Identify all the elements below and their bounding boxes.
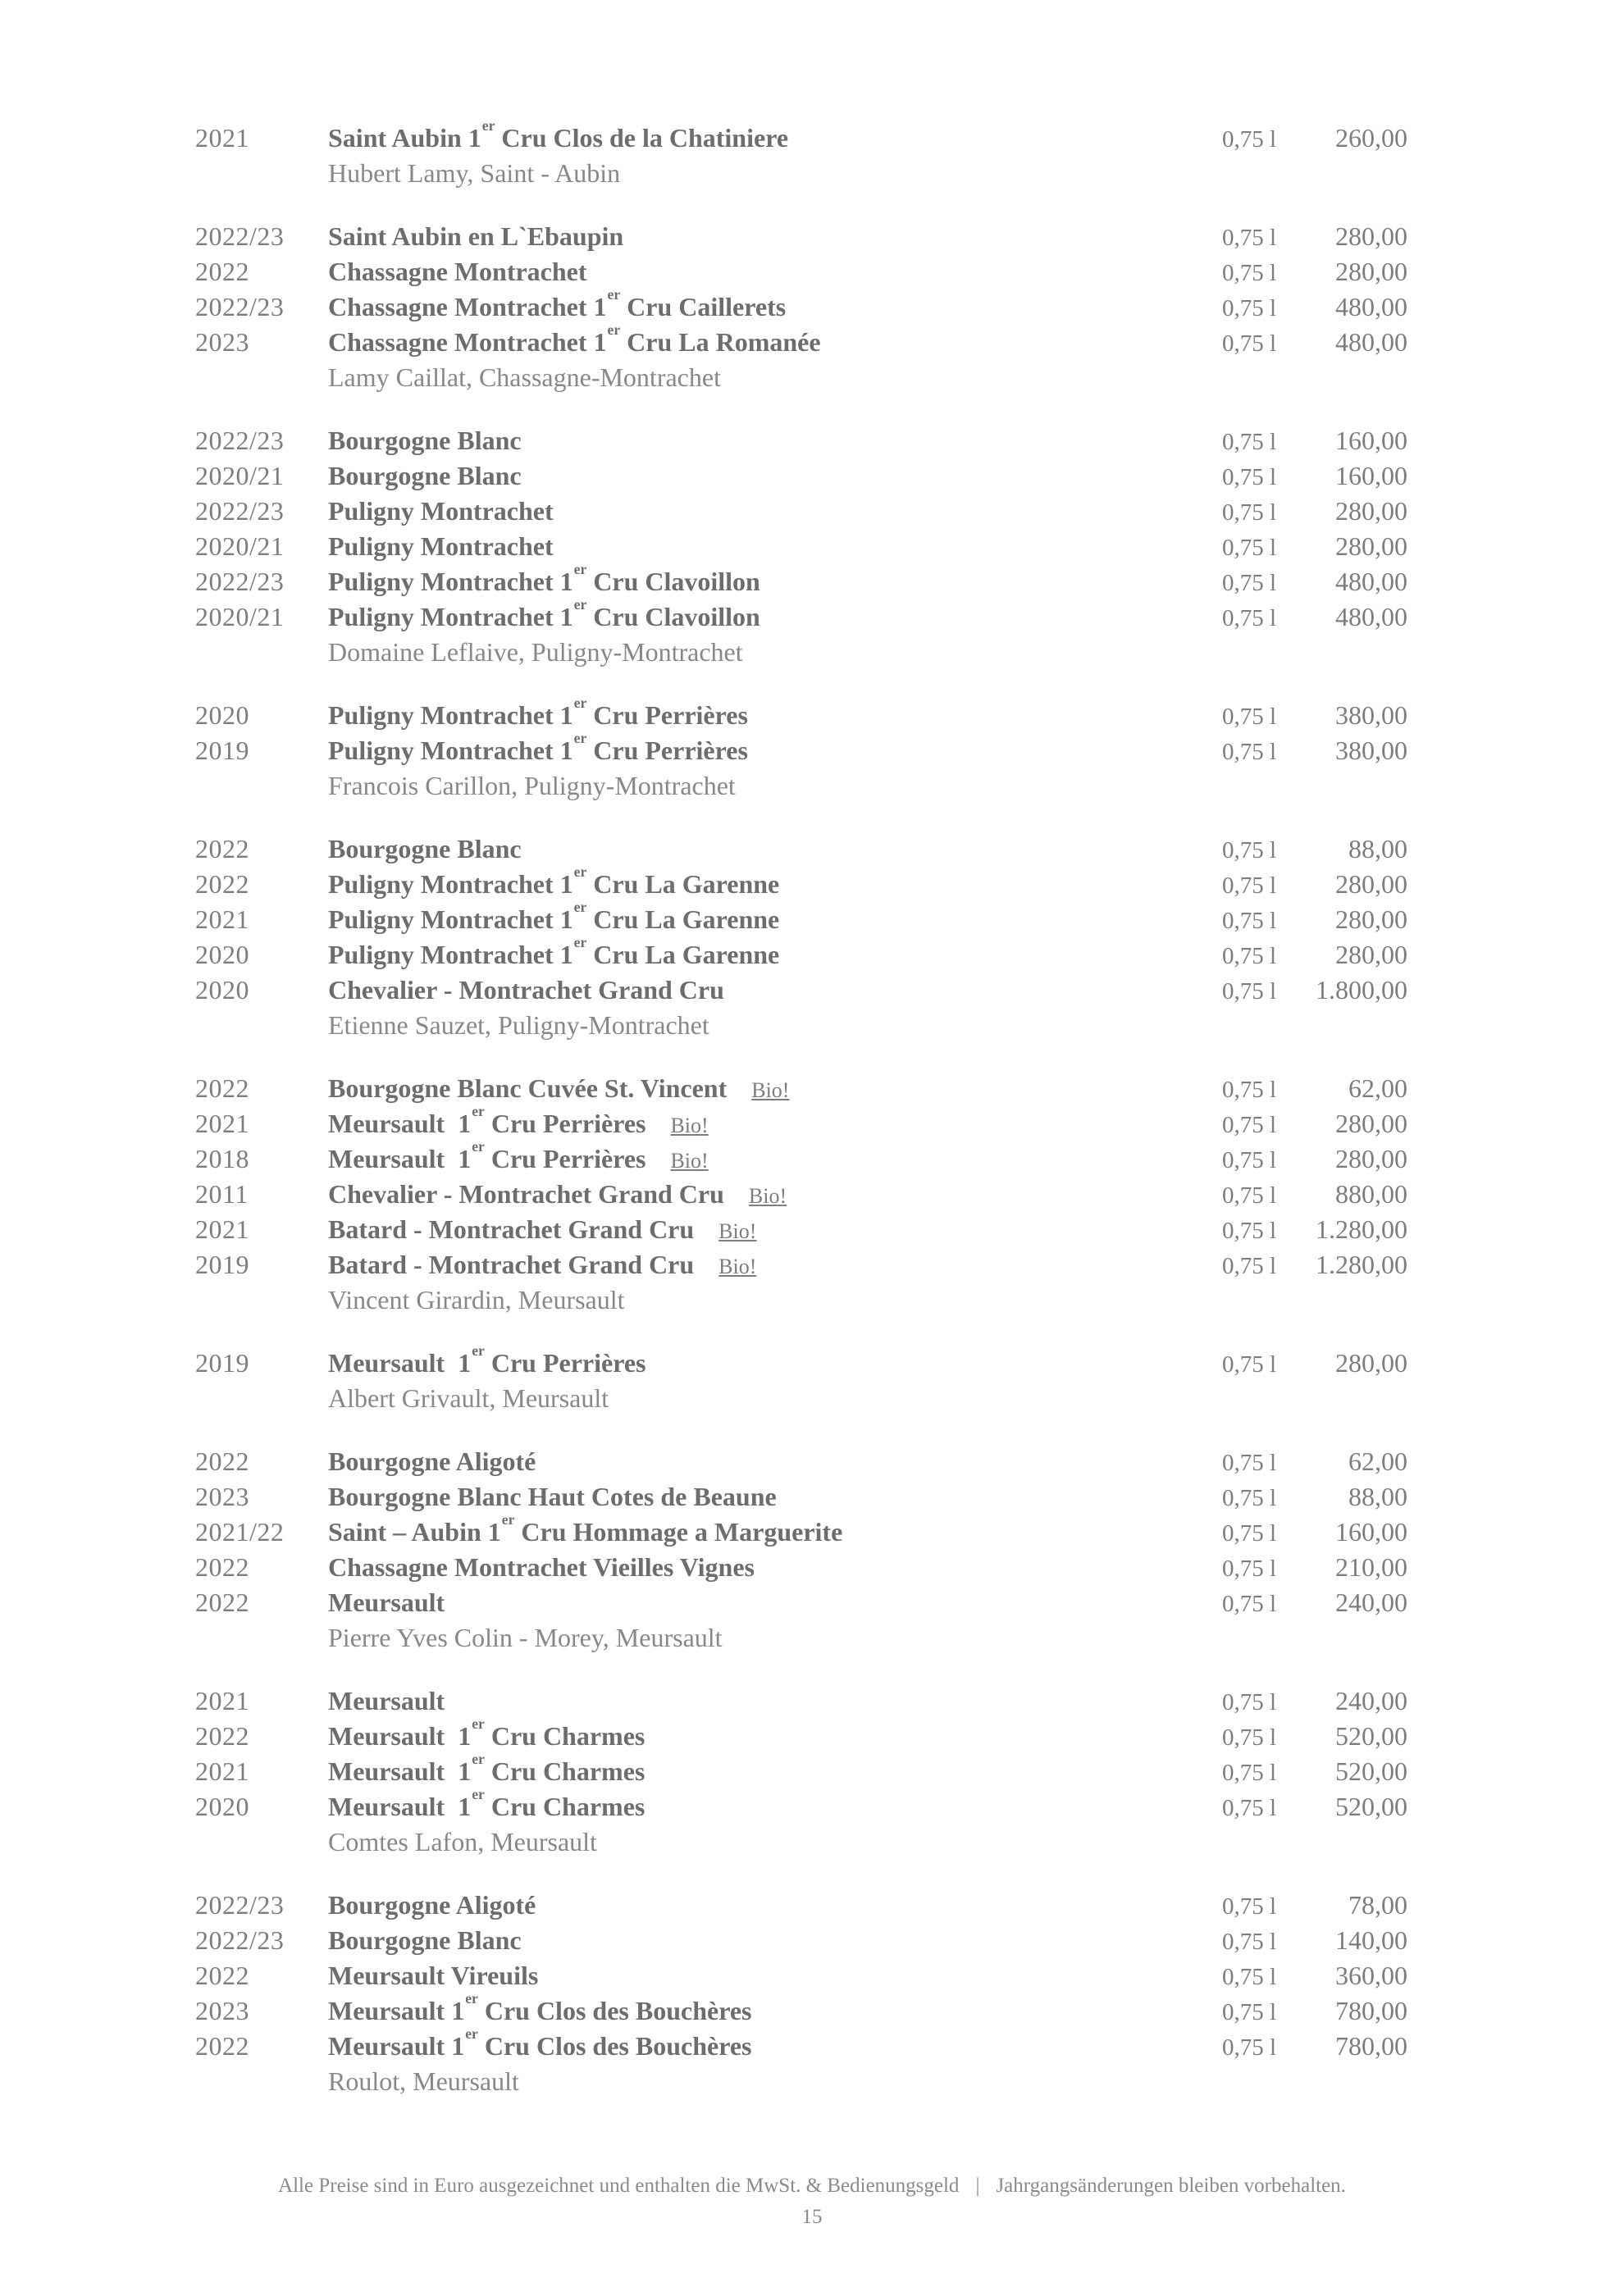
wine-name xyxy=(328,602,1222,632)
price: 380,00 xyxy=(1335,700,1407,730)
producer-section xyxy=(195,1890,1407,2102)
wine-name-text: Meursault 1er Cru Clos des Bouchères xyxy=(328,1996,752,2025)
price: 280,00 xyxy=(1335,221,1407,251)
bottle-volume: 0,75 l xyxy=(1222,1964,1277,1990)
vintage: 2020 xyxy=(195,1792,249,1821)
price: 62,00 xyxy=(1348,1446,1407,1476)
producer-section xyxy=(195,834,1407,1046)
wine-name-text: Puligny Montrachet 1er Cru Perrières xyxy=(328,700,748,730)
wine-name-text: Puligny Montrachet 1er Cru Clavoillon xyxy=(328,602,760,631)
bottle-volume: 0,75 l xyxy=(1222,1520,1277,1547)
vintage: 2019 xyxy=(195,1250,249,1279)
footer-separator: | xyxy=(975,2175,980,2197)
wine-name xyxy=(328,1961,1222,1991)
wine-rows xyxy=(195,1446,1407,1623)
bottle-volume: 0,75 l xyxy=(1222,1929,1277,1955)
wine-name-text: Puligny Montrachet xyxy=(328,531,554,561)
wine-name xyxy=(328,736,1222,766)
wine-row xyxy=(195,1517,1407,1552)
bio-label: Bio! xyxy=(748,1184,787,1208)
price: 140,00 xyxy=(1335,1925,1407,1955)
footer-prices-note: Alle Preise sind in Euro ausgezeichnet und enthalten die MwSt. & Bedienungsgeld xyxy=(278,2175,960,2197)
wine-name xyxy=(328,1756,1222,1787)
wine-name xyxy=(328,975,1222,1005)
price: 280,00 xyxy=(1335,531,1407,561)
wine-name-text: Meursault 1er Cru Perrières xyxy=(328,1144,646,1173)
bottle-volume: 0,75 l xyxy=(1222,1450,1277,1476)
producer-section xyxy=(195,1348,1407,1419)
wine-name xyxy=(328,426,1222,456)
wine-name-text: Puligny Montrachet 1er Cru La Garenne xyxy=(328,940,780,969)
producer-section xyxy=(195,1446,1407,1658)
price: 280,00 xyxy=(1335,869,1407,899)
bottle-volume: 0,75 l xyxy=(1222,570,1277,596)
wine-name xyxy=(328,1996,1222,2026)
bottle-volume: 0,75 l xyxy=(1222,872,1277,899)
bio-label: Bio! xyxy=(670,1114,709,1137)
wine-name-text: Chassagne Montrachet 1er Cru La Romanée xyxy=(328,327,821,357)
producer-line: Francois Carillon, Puligny-Montrachet xyxy=(328,771,736,800)
price: 160,00 xyxy=(1335,1517,1407,1547)
wine-name-text: Puligny Montrachet 1er Cru Clavoillon xyxy=(328,567,760,596)
vintage: 2020/21 xyxy=(195,602,285,631)
vintage: 2021 xyxy=(195,1109,249,1138)
wine-name xyxy=(328,904,1222,935)
wine-name xyxy=(328,1446,1222,1477)
wine-name-text: Chassagne Montrachet Vieilles Vignes xyxy=(328,1552,755,1582)
wine-name-text: Bourgogne Blanc xyxy=(328,461,522,490)
bottle-volume: 0,75 l xyxy=(1222,295,1277,321)
bio-label: Bio! xyxy=(718,1219,757,1243)
vintage: 2022/23 xyxy=(195,221,285,251)
wine-name xyxy=(328,1890,1222,1920)
vintage: 2020 xyxy=(195,975,249,1004)
price: 280,00 xyxy=(1335,904,1407,934)
wine-rows xyxy=(195,1686,1407,1827)
footer-note xyxy=(0,2175,1624,2198)
wine-row xyxy=(195,1073,1407,1109)
wine-name-text: Saint Aubin en L`Ebaupin xyxy=(328,221,624,251)
bottle-volume: 0,75 l xyxy=(1222,535,1277,561)
bottle-volume: 0,75 l xyxy=(1222,1485,1277,1511)
price: 1.280,00 xyxy=(1316,1214,1407,1244)
wine-row xyxy=(195,461,1407,496)
wine-row xyxy=(195,736,1407,771)
wine-row xyxy=(195,869,1407,904)
wine-rows xyxy=(195,1348,1407,1383)
wine-name xyxy=(328,1348,1222,1378)
wine-row xyxy=(195,1482,1407,1517)
wine-name xyxy=(328,327,1222,358)
wine-row xyxy=(195,1348,1407,1383)
wine-rows xyxy=(195,1890,1407,2066)
vintage: 2019 xyxy=(195,736,249,765)
price: 88,00 xyxy=(1348,834,1407,863)
wine-row xyxy=(195,257,1407,292)
vintage: 2021 xyxy=(195,123,249,153)
producer-section xyxy=(195,1073,1407,1320)
wine-row xyxy=(195,221,1407,257)
price: 280,00 xyxy=(1335,940,1407,969)
wine-name xyxy=(328,1144,1222,1174)
vintage: 2022 xyxy=(195,1552,249,1582)
wine-name-text: Meursault xyxy=(328,1686,445,1715)
wine-name-text: Chassagne Montrachet 1er Cru Caillerets xyxy=(328,292,787,321)
vintage: 2018 xyxy=(195,1144,249,1173)
wine-name xyxy=(328,1109,1222,1139)
vintage: 2022/23 xyxy=(195,292,285,321)
bottle-volume: 0,75 l xyxy=(1222,837,1277,863)
wine-row xyxy=(195,1792,1407,1827)
wine-name-text: Meursault xyxy=(328,1588,445,1617)
wine-row xyxy=(195,292,1407,327)
wine-name-text: Puligny Montrachet 1er Cru Perrières xyxy=(328,736,748,765)
price: 1.800,00 xyxy=(1316,975,1407,1004)
wine-row xyxy=(195,567,1407,602)
wine-row xyxy=(195,700,1407,736)
wine-rows xyxy=(195,426,1407,637)
bio-label: Bio! xyxy=(718,1255,757,1278)
vintage: 2021 xyxy=(195,1686,249,1715)
producer-line: Etienne Sauzet, Puligny-Montrachet xyxy=(328,1010,709,1040)
wine-row xyxy=(195,1925,1407,1961)
price: 280,00 xyxy=(1335,1348,1407,1378)
wine-row xyxy=(195,1109,1407,1144)
vintage: 2022 xyxy=(195,834,249,863)
wine-row xyxy=(195,1214,1407,1250)
price: 240,00 xyxy=(1335,1588,1407,1617)
wine-name xyxy=(328,1721,1222,1752)
wine-name xyxy=(328,834,1222,864)
wine-name-text: Bourgogne Blanc xyxy=(328,1925,522,1955)
wine-row xyxy=(195,1250,1407,1285)
price: 360,00 xyxy=(1335,1961,1407,1990)
wine-row xyxy=(195,531,1407,567)
producer-line: Albert Grivault, Meursault xyxy=(328,1383,609,1413)
vintage: 2022 xyxy=(195,1446,249,1476)
bottle-volume: 0,75 l xyxy=(1222,330,1277,357)
wine-name xyxy=(328,1517,1222,1547)
price: 62,00 xyxy=(1348,1073,1407,1103)
price: 78,00 xyxy=(1348,1890,1407,1920)
vintage: 2022 xyxy=(195,869,249,899)
bottle-volume: 0,75 l xyxy=(1222,1893,1277,1920)
vintage: 2020 xyxy=(195,700,249,730)
vintage: 2019 xyxy=(195,1348,249,1378)
wine-name xyxy=(328,1250,1222,1280)
bio-label: Bio! xyxy=(670,1149,709,1173)
vintage: 2022 xyxy=(195,1588,249,1617)
wine-rows xyxy=(195,1073,1407,1285)
wine-row xyxy=(195,1721,1407,1756)
bottle-volume: 0,75 l xyxy=(1222,1077,1277,1103)
vintage: 2022/23 xyxy=(195,426,285,455)
wine-row xyxy=(195,1890,1407,1925)
wine-name xyxy=(328,531,1222,562)
price: 240,00 xyxy=(1335,1686,1407,1715)
bottle-volume: 0,75 l xyxy=(1222,1795,1277,1821)
wine-row xyxy=(195,1552,1407,1588)
producer-line: Pierre Yves Colin - Morey, Meursault xyxy=(328,1623,723,1652)
wine-name-text: Chevalier - Montrachet Grand Cru xyxy=(328,975,724,1004)
wine-name-text: Bourgogne Blanc xyxy=(328,834,522,863)
bottle-volume: 0,75 l xyxy=(1222,1351,1277,1378)
wine-name-text: Meursault 1er Cru Charmes xyxy=(328,1756,645,1786)
wine-name xyxy=(328,461,1222,491)
footer-vintage-note: Jahrgangsänderungen bleiben vorbehalten. xyxy=(996,2175,1346,2197)
price: 480,00 xyxy=(1335,292,1407,321)
wine-row xyxy=(195,496,1407,531)
price: 380,00 xyxy=(1335,736,1407,765)
price: 480,00 xyxy=(1335,602,1407,631)
wine-name xyxy=(328,257,1222,287)
wine-name-text: Meursault 1er Cru Charmes xyxy=(328,1721,645,1751)
wine-name xyxy=(328,1686,1222,1716)
bottle-volume: 0,75 l xyxy=(1222,605,1277,631)
wine-name xyxy=(328,1925,1222,1956)
bottle-volume: 0,75 l xyxy=(1222,429,1277,455)
price: 210,00 xyxy=(1335,1552,1407,1582)
wine-name xyxy=(328,1214,1222,1245)
bottle-volume: 0,75 l xyxy=(1222,1112,1277,1138)
wine-row xyxy=(195,834,1407,869)
wine-name xyxy=(328,869,1222,900)
bottle-volume: 0,75 l xyxy=(1222,739,1277,765)
wine-row xyxy=(195,327,1407,362)
price: 780,00 xyxy=(1335,1996,1407,2025)
vintage: 2022/23 xyxy=(195,496,285,526)
price: 780,00 xyxy=(1335,2031,1407,2061)
bottle-volume: 0,75 l xyxy=(1222,1218,1277,1244)
vintage: 2022 xyxy=(195,1961,249,1990)
wine-name-text: Puligny Montrachet 1er Cru La Garenne xyxy=(328,904,780,934)
vintage: 2022/23 xyxy=(195,567,285,596)
price: 520,00 xyxy=(1335,1792,1407,1821)
price: 1.280,00 xyxy=(1316,1250,1407,1279)
wine-name-text: Bourgogne Blanc Haut Cotes de Beaune xyxy=(328,1482,777,1511)
bottle-volume: 0,75 l xyxy=(1222,499,1277,526)
wine-row xyxy=(195,1446,1407,1482)
price: 880,00 xyxy=(1335,1179,1407,1209)
producer-line: Lamy Caillat, Chassagne-Montrachet xyxy=(328,362,721,392)
page-number: 15 xyxy=(801,2206,823,2228)
wine-row xyxy=(195,2031,1407,2066)
bottle-volume: 0,75 l xyxy=(1222,1689,1277,1715)
bottle-volume: 0,75 l xyxy=(1222,943,1277,969)
producer-line: Vincent Girardin, Meursault xyxy=(328,1285,625,1314)
wine-row xyxy=(195,426,1407,461)
vintage: 2021 xyxy=(195,1214,249,1244)
price: 260,00 xyxy=(1335,123,1407,153)
wine-name-text: Batard - Montrachet Grand Cru xyxy=(328,1214,695,1244)
wine-name-text: Saint – Aubin 1er Cru Hommage a Marguerite xyxy=(328,1517,843,1547)
bottle-volume: 0,75 l xyxy=(1222,1556,1277,1582)
bottle-volume: 0,75 l xyxy=(1222,1591,1277,1617)
vintage: 2022 xyxy=(195,2031,249,2061)
producer-section xyxy=(195,426,1407,672)
wine-rows xyxy=(195,221,1407,362)
wine-name-text: Saint Aubin 1er Cru Clos de la Chatiniere xyxy=(328,123,789,153)
wine-name-text: Meursault 1er Cru Perrières xyxy=(328,1109,646,1138)
producer-line: Hubert Lamy, Saint - Aubin xyxy=(328,158,621,188)
bottle-volume: 0,75 l xyxy=(1222,126,1277,153)
vintage: 2023 xyxy=(195,1996,249,2025)
vintage: 2020 xyxy=(195,940,249,969)
wine-rows xyxy=(195,834,1407,1010)
wine-name-text: Chevalier - Montrachet Grand Cru xyxy=(328,1179,724,1209)
bottle-volume: 0,75 l xyxy=(1222,2034,1277,2061)
price: 520,00 xyxy=(1335,1756,1407,1786)
wine-name xyxy=(328,1588,1222,1618)
wine-name xyxy=(328,123,1222,153)
wine-name xyxy=(328,1482,1222,1512)
producer-section xyxy=(195,221,1407,398)
vintage: 2021 xyxy=(195,904,249,934)
wine-name xyxy=(328,1073,1222,1104)
bottle-volume: 0,75 l xyxy=(1222,1999,1277,2025)
wine-name xyxy=(328,2031,1222,2061)
producer-line: Domaine Leflaive, Puligny-Montrachet xyxy=(328,637,743,667)
wine-name xyxy=(328,1552,1222,1583)
wine-name xyxy=(328,567,1222,597)
vintage: 2022 xyxy=(195,1721,249,1751)
wine-name-text: Bourgogne Aligoté xyxy=(328,1446,536,1476)
bottle-volume: 0,75 l xyxy=(1222,1760,1277,1786)
price: 160,00 xyxy=(1335,461,1407,490)
wine-rows xyxy=(195,700,1407,771)
wine-row xyxy=(195,904,1407,940)
price: 280,00 xyxy=(1335,1109,1407,1138)
bottle-volume: 0,75 l xyxy=(1222,225,1277,251)
wine-name-text: Bourgogne Blanc Cuvée St. Vincent xyxy=(328,1073,728,1103)
wine-name-text: Bourgogne Blanc xyxy=(328,426,522,455)
wine-name-text: Chassagne Montrachet xyxy=(328,257,587,286)
wine-row xyxy=(195,1996,1407,2031)
wine-rows xyxy=(195,123,1407,158)
price: 520,00 xyxy=(1335,1721,1407,1751)
wine-name-text: Meursault 1er Cru Perrières xyxy=(328,1348,646,1378)
vintage: 2023 xyxy=(195,327,249,357)
wine-name xyxy=(328,496,1222,526)
wine-row xyxy=(195,1686,1407,1721)
producer-line: Comtes Lafon, Meursault xyxy=(328,1827,597,1856)
bottle-volume: 0,75 l xyxy=(1222,1147,1277,1173)
price: 88,00 xyxy=(1348,1482,1407,1511)
price: 280,00 xyxy=(1335,257,1407,286)
bottle-volume: 0,75 l xyxy=(1222,464,1277,490)
wine-row xyxy=(195,1961,1407,1996)
vintage: 2022/23 xyxy=(195,1925,285,1955)
wine-name xyxy=(328,292,1222,322)
wine-name xyxy=(328,1179,1222,1210)
producer-section xyxy=(195,700,1407,806)
vintage: 2020/21 xyxy=(195,461,285,490)
price: 280,00 xyxy=(1335,1144,1407,1173)
wine-name xyxy=(328,940,1222,970)
wine-name-text: Meursault 1er Cru Charmes xyxy=(328,1792,645,1821)
vintage: 2022/23 xyxy=(195,1890,285,1920)
wine-name xyxy=(328,1792,1222,1822)
vintage: 2022 xyxy=(195,1073,249,1103)
vintage: 2022 xyxy=(195,257,249,286)
wine-name-text: Puligny Montrachet 1er Cru La Garenne xyxy=(328,869,780,899)
vintage: 2011 xyxy=(195,1179,249,1209)
wine-row xyxy=(195,602,1407,637)
vintage: 2023 xyxy=(195,1482,249,1511)
wine-name-text: Bourgogne Aligoté xyxy=(328,1890,536,1920)
price: 480,00 xyxy=(1335,567,1407,596)
wine-row xyxy=(195,1179,1407,1214)
vintage: 2020/21 xyxy=(195,531,285,561)
wine-name xyxy=(328,700,1222,731)
producer-section xyxy=(195,1686,1407,1862)
bio-label: Bio! xyxy=(751,1078,790,1102)
producer-section xyxy=(195,123,1407,194)
wine-name-text: Batard - Montrachet Grand Cru xyxy=(328,1250,695,1279)
vintage: 2021 xyxy=(195,1756,249,1786)
bottle-volume: 0,75 l xyxy=(1222,978,1277,1004)
bottle-volume: 0,75 l xyxy=(1222,1724,1277,1751)
bottle-volume: 0,75 l xyxy=(1222,1182,1277,1209)
wine-row xyxy=(195,975,1407,1010)
price: 280,00 xyxy=(1335,496,1407,526)
wine-row xyxy=(195,1588,1407,1623)
wine-name-text: Puligny Montrachet xyxy=(328,496,554,526)
bottle-volume: 0,75 l xyxy=(1222,260,1277,286)
bottle-volume: 0,75 l xyxy=(1222,704,1277,730)
bottle-volume: 0,75 l xyxy=(1222,908,1277,934)
bottle-volume: 0,75 l xyxy=(1222,1253,1277,1279)
vintage: 2021/22 xyxy=(195,1517,285,1547)
wine-row xyxy=(195,940,1407,975)
wine-list xyxy=(195,123,1407,2130)
wine-row xyxy=(195,1144,1407,1179)
wine-name-text: Meursault 1er Cru Clos des Bouchères xyxy=(328,2031,752,2061)
price: 160,00 xyxy=(1335,426,1407,455)
wine-row xyxy=(195,1756,1407,1792)
wine-name-text: Meursault Vireuils xyxy=(328,1961,539,1990)
producer-line: Roulot, Meursault xyxy=(328,2066,519,2096)
price: 480,00 xyxy=(1335,327,1407,357)
wine-name xyxy=(328,221,1222,252)
wine-row xyxy=(195,123,1407,158)
